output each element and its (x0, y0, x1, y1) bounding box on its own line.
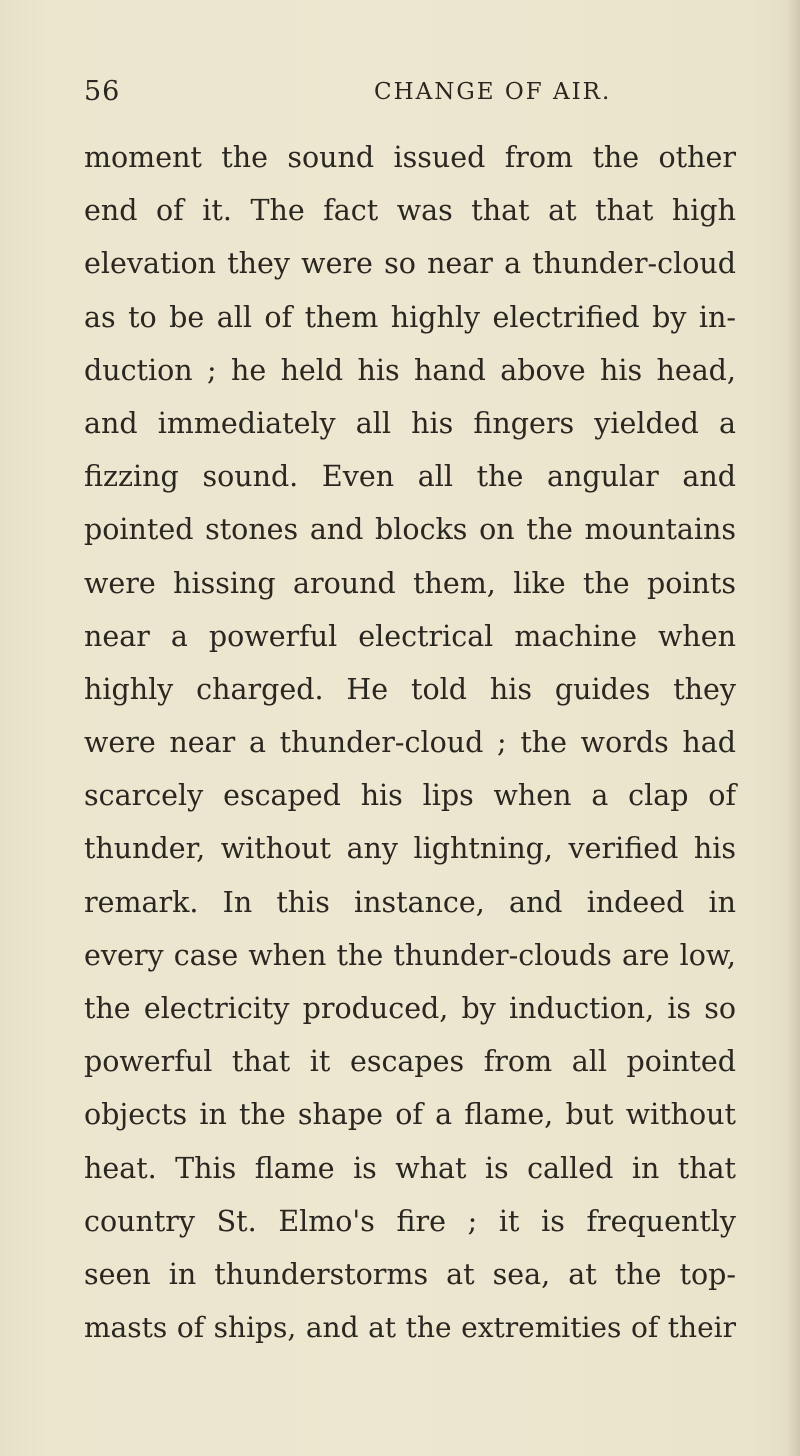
text-line: powerful that it escapes from all pointed (84, 1045, 736, 1079)
text-line: near a powerful electrical machine when (84, 619, 736, 653)
page-edge-shadow (786, 0, 800, 1456)
text-line: heat. This flame is what is called in that (84, 1151, 736, 1185)
text-line: country St. Elmo's fire ; it is frequently (84, 1204, 736, 1238)
text-line: remark. In this instance, and indeed in (84, 885, 736, 919)
text-line: objects in the shape of a flame, but without (84, 1098, 736, 1132)
page-header (84, 76, 736, 116)
text-line: thunder, without any lightning, verified his (84, 832, 736, 866)
text-line: end of it. The fact was that at that high (84, 194, 736, 228)
text-line: moment the sound issued from the other (84, 141, 736, 174)
text-line: highly charged. He told his guides they (84, 672, 736, 706)
text-line: elevation they were so near a thunder-cloud (84, 247, 736, 281)
running-head: CHANGE OF AIR. (374, 79, 612, 105)
body-text (84, 131, 736, 1354)
text-line: were hissing around them, like the points (84, 566, 736, 600)
text-line: every case when the thunder-clouds are low, (84, 938, 736, 972)
text-line: pointed stones and blocks on the mountains (84, 513, 736, 547)
text-line: the electricity produced, by induction, is so (84, 992, 736, 1025)
text-line: as to be all of them highly electrified by in- (84, 300, 736, 334)
page-number: 56 (84, 76, 121, 107)
text-line: duction ; he held his hand above his head, (84, 353, 736, 387)
text-line: fizzing sound. Even all the angular and (84, 460, 736, 494)
text-line: were near a thunder-cloud ; the words had (84, 726, 736, 760)
text-line: masts of ships, and at the extremities of their (84, 1311, 736, 1345)
text-line: and immediately all his fingers yielded a (84, 406, 736, 440)
text-line: scarcely escaped his lips when a clap of (84, 779, 736, 813)
text-line: seen in thunderstorms at sea, at the top- (84, 1257, 736, 1291)
